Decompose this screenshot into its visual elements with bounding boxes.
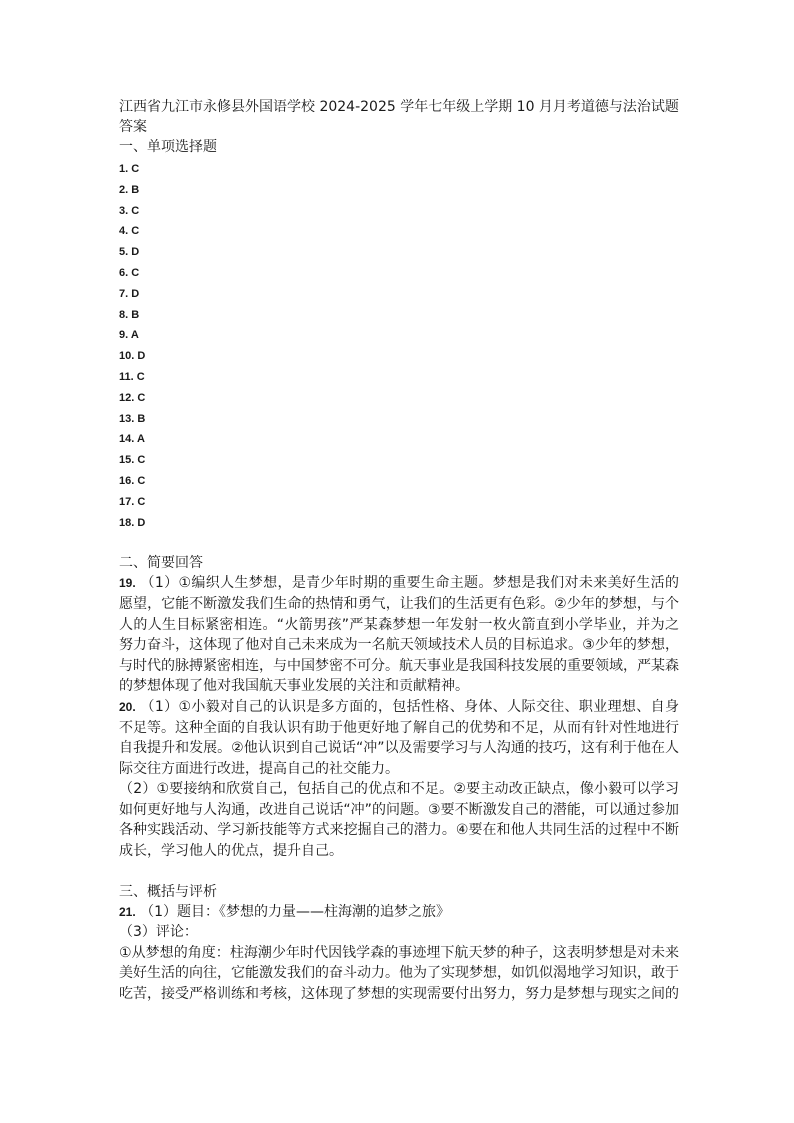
question-19-answer xyxy=(119,573,679,697)
section-heading-short-answer: 二、简要回答 xyxy=(119,555,203,572)
question-number: 20. xyxy=(119,699,136,714)
answer-document xyxy=(119,97,679,1005)
answer-item: 9. A xyxy=(119,329,139,342)
answer-item: 12. C xyxy=(119,391,146,404)
answer-item: 16. C xyxy=(119,474,146,487)
question-21-comment-label: （3）评论： xyxy=(119,924,198,941)
question-21-answer-part1 xyxy=(119,902,679,923)
answer-item: 13. B xyxy=(119,412,146,425)
answer-list xyxy=(119,159,679,533)
answer-item: 18. D xyxy=(119,516,146,529)
question-20-answer-part2: （2）①要接纳和欣赏自己，包括自己的优点和不足。②要主动改正缺点，像小毅可以学习如何更好地与人沟通，改进自己说话“冲”的问题。③要不断激发自己的潜能，可以通过参加各种实践活动、学习新技能等方式来挖掘自己的潜力。④要在和他人共同生活的过程中不断成长，学习他人的优点，提升自己。 xyxy=(119,781,679,860)
answer-item: 7. D xyxy=(119,287,140,300)
answer-item: 1. C xyxy=(119,163,140,175)
answer-item: 15. C xyxy=(119,454,146,467)
answer-item: 14. A xyxy=(119,433,145,446)
answer-item: 17. C xyxy=(119,495,146,508)
answer-item: 11. C xyxy=(119,370,145,383)
question-21-comment-text: ①从梦想的角度：柱海潮少年时代因钱学森的事迹埋下航天梦的种子，这表明梦想是对未来美好生活的向往，它能激发我们的奋斗动力。他为了实现梦想，如饥似渴地学习知识，敢于吃苦，接受严格训练和考核，这体现了梦想的实现需要付出努力，努力是梦想与现实之间的 xyxy=(119,944,679,1003)
question-number: 19. xyxy=(119,576,136,591)
section-heading-single-choice: 一、单项选择题 xyxy=(119,139,217,155)
answer-item: 6. C xyxy=(119,266,140,279)
question-21-part1-text: （1）题目：《梦想的力量——柱海潮的追梦之旅》 xyxy=(140,903,451,920)
answer-item: 2. B xyxy=(119,183,140,196)
answer-item: 4. C xyxy=(119,225,140,238)
answer-item: 8. B xyxy=(119,308,140,321)
answer-item: 10. D xyxy=(119,350,146,363)
question-number: 21. xyxy=(119,904,136,919)
answer-item: 3. C xyxy=(119,204,140,217)
document-title: 江西省九江市永修县外国语学校 2024-2025 学年七年级上学期 10 月月考道德与法治试题答案 xyxy=(119,99,679,135)
answer-item: 5. D xyxy=(119,246,140,259)
question-19-text: （1）①编织人生梦想，是青少年时期的重要生命主题。梦想是我们对未来美好生活的愿望，它能不断激发我们生命的热情和勇气，让我们的生活更有色彩。②少年的梦想，与个人的人生目标紧密相连。“火箭男孩”严某森梦想一年发射一枚火箭直到小学毕业，并为之努力奋斗，这体现了他对自己未来成为一名航天领域技术人员的目标追求。③少年的梦想，与时代的脉搏紧密相连，与中国梦密不可分。航天事业是我国科技发展的重要领域，严某森的梦想体现了他对我国航天事业发展的关注和贡献精神。 xyxy=(119,575,679,695)
question-20-answer-part1 xyxy=(119,697,679,779)
question-20-part1-text: （1）①小毅对自己的认识是多方面的，包括性格、身体、人际交往、职业理想、自身不足等。这种全面的自我认识有助于他更好地了解自己的优势和不足，从而有针对性地进行自我提升和发展。②他认识到自己说话“冲”以及需要学习与人沟通的技巧，这有利于他在人际交往方面进行改进，提高自己的社交能力。 xyxy=(119,698,679,777)
section-heading-summary-review: 三、概括与评析 xyxy=(119,883,217,900)
